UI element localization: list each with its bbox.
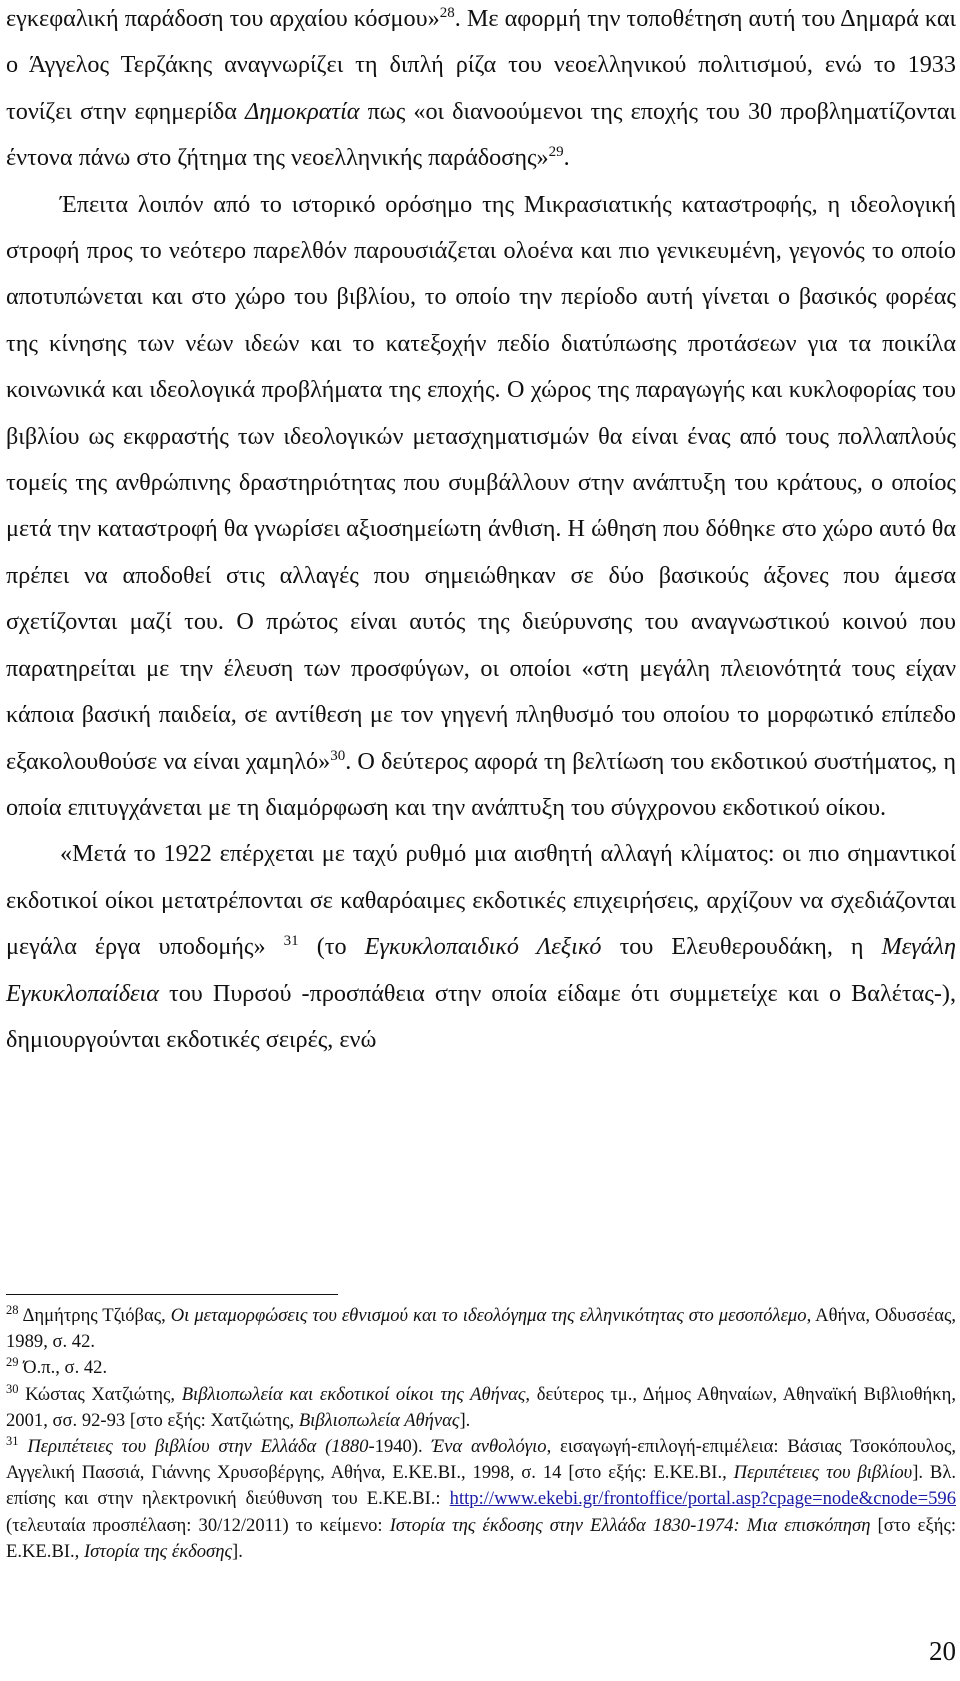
footnote-28 [6,1303,956,1355]
footnote-number: 29 [6,1355,19,1370]
footnote-31 [6,1434,956,1565]
italic-title: Περιπέτειες του βιβλίου στην Ελλάδα (1880 [18,1436,369,1458]
text-run: ]. [232,1540,243,1562]
italic-title: Βιβλιοπωλεία και εκδοτικοί οίκοι της Αθήνας [181,1383,526,1405]
text-run: Δημήτρης Τζιόβας, [18,1305,171,1326]
footnote-29 [6,1355,956,1381]
ekebi-link[interactable]: http://www.ekebi.gr/frontoffice/portal.asp?cpage=node&cnode=596 [449,1488,956,1510]
footnote-ref-28[interactable]: 28 [439,4,455,21]
page-number: 20 [929,1636,956,1666]
italic-title: Βιβλιοπωλεία Αθήνας [298,1409,460,1431]
paragraph-1 [6,0,956,182]
text-run: [στο εξής: Ε.ΚΕ.ΒΙ., [6,1514,956,1562]
text-run: ]. [459,1409,471,1431]
text-run: του Πυρσού -προσπάθεια στην οποία είδαμε ότι συμμετείχε και ο Βαλέτας-), δημιουργούνται εκδοτικές σειρές, ενώ [6,979,956,1053]
italic-title: Περιπέτειες του βιβλίου [733,1462,913,1484]
paragraph-2 [6,182,956,832]
footnote-number: 30 [6,1381,19,1396]
text-run: εγκεφαλική παράδοση του αρχαίου κόσμου» [6,5,440,32]
text-run: Ό.π., σ. 42. [18,1357,108,1379]
italic-title: Δημοκρατία [245,97,360,125]
footnotes [6,1303,956,1565]
italic-title: Εγκυκλοπαιδικό Λεξικό [364,933,602,961]
text-run: (τελευταία προσπέλαση: 30/12/2011) το κείμενο: [6,1514,390,1536]
footnote-ref-30[interactable]: 30 [330,747,346,764]
text-run: . Ο δεύτερος αφορά τη βελτίωση του εκδοτικού συστήματος, η οποία επιτυγχάνεται με τη διαμόρφωση και την ανάπτυξη του σύγχρονου εκδοτικού οίκου. [6,747,956,821]
italic-title: Ένα ανθολόγιο [431,1436,547,1458]
footnote-30 [6,1382,956,1434]
text-run: πως «οι διανοούμενοι της εποχής του 30 προβληματίζονται έντονα πάνω στο ζήτημα της νεοελληνικής παράδοσης» [6,97,956,172]
italic-title: Μεγάλη Εγκυκλοπαίδεια [6,933,956,1007]
text-run: του Ελευθερουδάκη, η [601,933,882,961]
italic-title: Ιστορία της έκδοσης [83,1540,232,1562]
footnote-number: 28 [6,1302,19,1317]
text-run: (το [298,933,365,961]
footnote-separator [6,1294,338,1295]
italic-title: Ιστορία της έκδοσης στην Ελλάδα 1830-1974: Μια επισκόπηση [389,1514,871,1536]
footnote-ref-31[interactable]: 31 [283,933,299,950]
text-run: . [563,144,570,172]
text-run: «Μετά το 1922 επέρχεται με ταχύ ρυθμό μια αισθητή αλλαγή κλίματος: οι πιο σημαντικοί εκδοτικοί οίκοι μετατρέπονται σε καθαρόαιμες εκδοτικές επιχειρήσεις, αρχίζουν να σχεδιάζονται μεγάλα έργα υποδομής» [6,840,956,961]
text-run: Κώστας Χατζιώτης, [18,1383,182,1405]
document-page [6,0,956,1063]
footnote-ref-29[interactable]: 29 [548,144,564,161]
paragraph-3 [6,831,956,1063]
footnote-number: 31 [6,1433,19,1448]
text-run: ]. Βλ. επίσης και στην ηλεκτρονική διεύθυνση του Ε.ΚΕ.ΒΙ.: [6,1462,956,1510]
text-run: Έπειτα λοιπόν από το ιστορικό ορόσημο της Μικρασιατικής καταστροφής, η ιδεολογική στροφή προς το νεότερο παρελθόν παρουσιάζεται ολοένα και πιο γενικευμένη, γεγονός το οποίο αποτυπώνεται και στο χώρο του βιβλίου, το οποίο την περίοδο αυτή γίνεται ο βασικός φορέας της κίνησης των νέων ιδεών και το κατεξοχήν πεδίο διατύπωσης προτάσεων για τα ποικίλα κοινωνικά και ιδεολογικά προβλήματα της εποχής. Ο χώρος της παραγωγής και κυκλοφορίας του βιβλίου ως εκφραστής των ιδεολογικών μετασχηματισμών θα είναι ένας από τους πολλαπλούς τομείς της ανθρώπινης δραστηριότητας που συμβάλλουν στην ανάπτυξη του κράτους, ο οποίος μετά την καταστροφή θα γνωρίσει αξιοσημείωτη άνθιση. Η ώθηση που δόθηκε στο χώρο αυτό θα πρέπει να αποδοθεί στις αλλαγές που σημειώθηκαν σε δύο βασικούς άξονες που άμεσα σχετίζονται μαζί του. Ο πρώτος είναι αυτός της διεύρυνσης του αναγνωστικού κοινού που παρατηρείται με την έλευση των προσφύγων, οι οποίοι «στη μεγάλη πλειονότητά τους είχαν κάποια βασική παιδεία, σε αντίθεση με τον γηγενή πληθυσμό του οποίου το μορφωτικό επίπεδο εξακολουθούσε να είναι χαμηλό» [6,190,956,775]
text-run: , δεύτερος τμ., Δήμος Αθηναίων, Αθηναϊκή Βιβλιοθήκη, 2001, σσ. 92-93 [στο εξής: Χατζιώτης, [6,1383,956,1431]
text-run: , Αθήνα, Οδυσσέας, 1989, σ. 42. [6,1305,956,1353]
text-run: -1940). [368,1436,432,1458]
text-run: . Με αφορμή την τοποθέτηση αυτή του Δημαρά και ο Άγγελος Τερζάκης αναγνωρίζει τη διπλή ρίζα του νεοελληνικού πολιτισμού, ενώ το 1933 τονίζει στην εφημερίδα [6,5,956,125]
text-run: , εισαγωγή-επιλογή-επιμέλεια: Βάσιας Τσοκόπουλος, Αγγελική Πασσιά, Γιάννης Χρυσοβέργης, Αθήνα, Ε.ΚΕ.ΒΙ., 1998, σ. 14 [στο εξής: Ε.ΚΕ.ΒΙ., [6,1436,956,1484]
italic-title: Οι μεταμορφώσεις του εθνισμού και το ιδεολόγημα της ελληνικότητας στο μεσοπόλεμο [170,1305,807,1326]
